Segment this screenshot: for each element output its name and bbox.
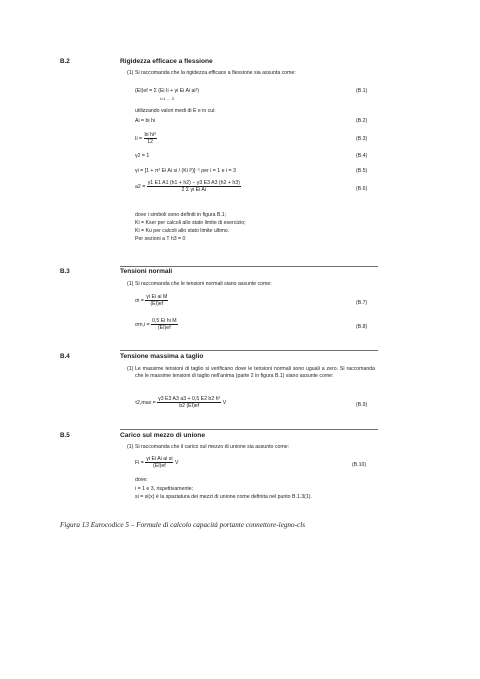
formula-b10	[135, 456, 178, 469]
numerator: bi hi³	[144, 132, 156, 138]
section-divider	[120, 429, 378, 430]
clause-number: (1)	[127, 70, 134, 76]
denominator: b2 (EI)ef	[179, 403, 200, 409]
paragraph-text: Si raccomanda che le tensioni normali siano assunte come:	[135, 281, 272, 287]
paragraph-text: Ki = Ku per calcoli allo stato limite ultimo.	[135, 228, 230, 234]
clause-number: (1)	[127, 281, 134, 287]
fraction	[147, 180, 241, 193]
clause-number: (1)	[127, 366, 134, 372]
equation-number-b8: (B.8)	[356, 324, 368, 330]
denominator: 12	[147, 139, 154, 145]
equation-number-b10: (B.10)	[352, 462, 367, 468]
paragraph-text: Per sezioni a T h3 = 0	[135, 236, 186, 242]
formula-b9	[135, 396, 226, 409]
section-title-b3: Tensioni normali	[120, 268, 173, 275]
numerator: 0,5 Ei hi M	[152, 318, 177, 324]
section-number-b2: B.2	[60, 58, 70, 65]
section-divider	[120, 266, 378, 267]
fraction	[144, 132, 157, 145]
formula-b8	[135, 318, 178, 331]
numerator: γi Ei Ai ai si	[146, 456, 173, 462]
formula-b3-lhs: Ii =	[135, 135, 143, 142]
numerator: γi Ei ai M	[146, 294, 168, 300]
equation-number-b6: (B.6)	[356, 186, 368, 192]
formula-b2: Ai = bi hi	[135, 118, 156, 124]
figure-caption: Figura 13 Eurocodice 5 – Formule di calcolo capacità portante connettore-legno-cls	[60, 521, 305, 529]
paragraph-text: Si raccomanda che il carico sul mezzo di unione sia assunto come:	[135, 444, 289, 450]
section-number-b5: B.5	[60, 432, 70, 439]
section-title-b5: Carico sul mezzo di unione	[120, 432, 205, 439]
section-title-b2: Rigidezza efficace a flessione	[120, 58, 213, 65]
paragraph-text: dove:	[135, 477, 148, 483]
formula-b6-lhs: a2 =	[135, 183, 146, 190]
formula-b3	[135, 132, 157, 145]
clause-number: (1)	[127, 444, 134, 450]
denominator: (EI)ef	[153, 463, 166, 469]
paragraph-text: Ki = Kser per calcoli allo stato limite di esercizio;	[135, 220, 246, 226]
equation-number-b3: (B.3)	[356, 136, 368, 142]
fraction	[151, 318, 178, 331]
numerator: γ3 E3 A3 a3 + 0,5 E2 b2 h²	[158, 396, 221, 402]
formula-b6	[135, 180, 241, 193]
formula-b1-limits: i=1 … 3	[160, 96, 174, 101]
equation-number-b9: (B.9)	[356, 402, 368, 408]
denominator: 2 Σ γi Ei Ai	[181, 187, 207, 193]
formula-b5: γi = [1 + π² Ei Ai si / (Ki l²)]⁻¹ per i = 1 e i = 3	[135, 168, 236, 174]
fraction	[145, 456, 173, 469]
formula-b1: (EI)ef = Σ (Ei Ii + γi Ei Ai ai²)	[135, 88, 200, 94]
fraction	[145, 294, 168, 307]
section-number-b3: B.3	[60, 268, 70, 275]
paragraph-text: dove i simboli sono definiti in figura B.1;	[135, 212, 227, 218]
formula-b9-tail: V	[222, 399, 227, 406]
formula-b7	[135, 294, 168, 307]
formula-b8-lhs: σm,i =	[135, 321, 150, 328]
equation-number-b7: (B.7)	[356, 300, 368, 306]
paragraph-text: Si raccomanda che la rigidezza efficace a flessione sia assunta come:	[135, 70, 296, 76]
numerator: γ1 E1 A1 (h1 + h2) − γ3 E3 A3 (h2 + h3)	[147, 180, 240, 186]
fraction	[157, 396, 221, 409]
equation-number-b1: (B.1)	[356, 88, 368, 94]
formula-b10-tail: V	[174, 459, 179, 466]
formula-b10-lhs: Fi =	[135, 459, 144, 466]
section-number-b4: B.4	[60, 353, 70, 360]
formula-b9-lhs: τ2,max =	[135, 399, 156, 406]
paragraph-text: si = si(x) è la spaziatura dei mezzi di unione come definita nel punto B.1.3(1).	[135, 494, 312, 500]
denominator: (EI)ef	[157, 325, 171, 331]
section-title-b4: Tensione massima a taglio	[120, 353, 204, 360]
paragraph-text: i = 1 e 3, rispettivamente;	[135, 486, 194, 492]
equation-number-b5: (B.5)	[356, 168, 368, 174]
section-divider	[120, 350, 378, 351]
equation-number-b2: (B.2)	[356, 118, 368, 124]
formula-b4: γ2 = 1	[135, 153, 150, 159]
denominator: (EI)ef	[150, 301, 164, 307]
paragraph-text: utilizzando valori medi di E e in cui:	[135, 108, 216, 114]
equation-number-b4: (B.4)	[356, 153, 368, 159]
paragraph-text: Le massime tensioni di taglio si verificano dove le tensioni normali sono uguali a zero. Si raccomanda che le massime tensioni di taglio nell'anima (parte 2 in figura B.1) siano assunte come:	[135, 366, 375, 379]
formula-b7-lhs: σi =	[135, 297, 144, 304]
